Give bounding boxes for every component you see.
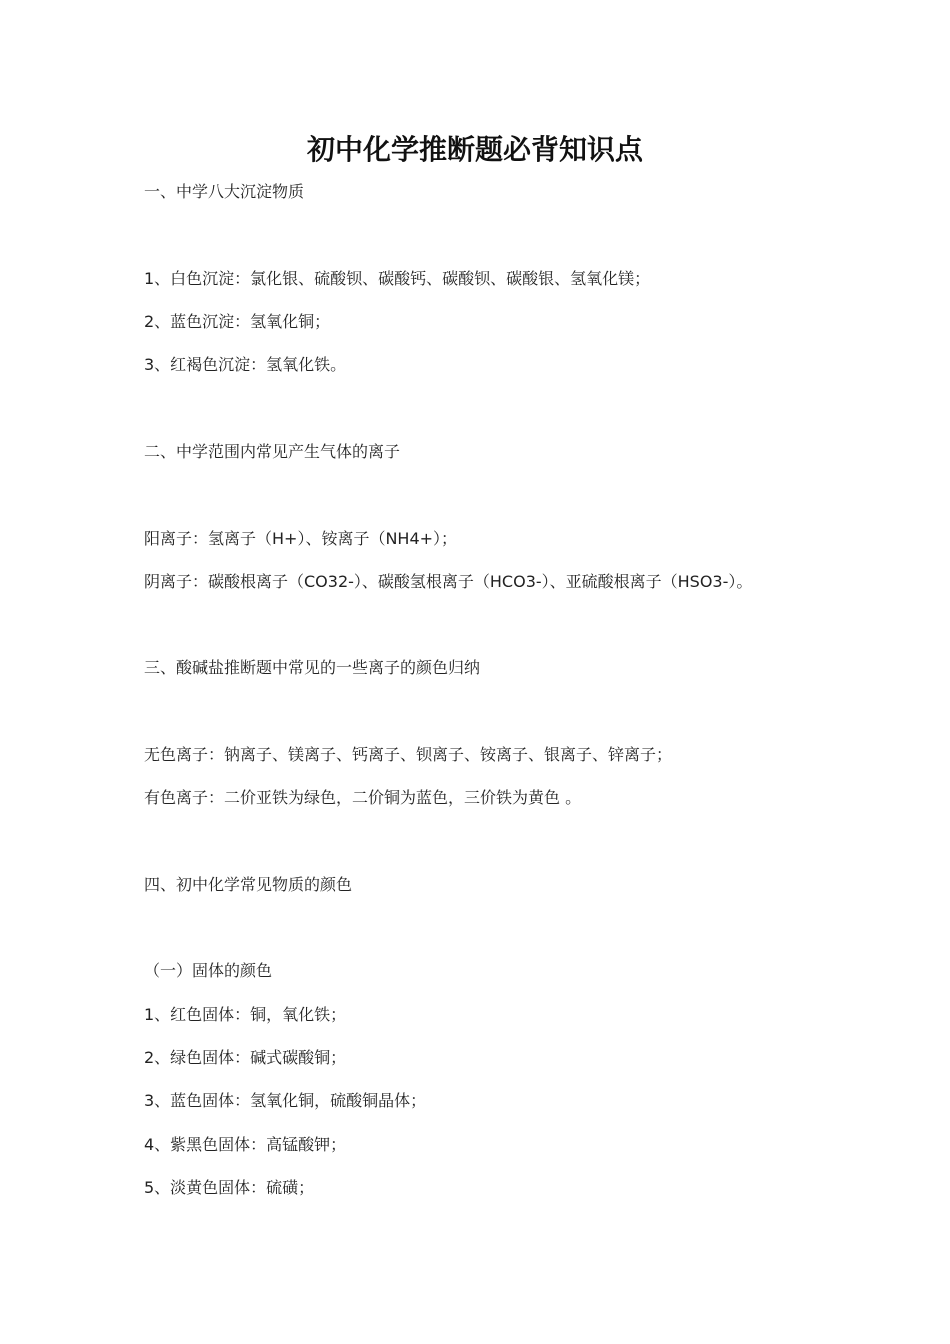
list-item: 2、绿色固体：碱式碳酸铜； xyxy=(144,1048,347,1067)
list-item: 3、红褐色沉淀：氢氧化铁。 xyxy=(144,355,347,374)
list-item: 无色离子：钠离子、镁离子、钙离子、钡离子、铵离子、银离子、锌离子； xyxy=(144,745,673,764)
section-heading-ion-colors: 三、酸碱盐推断题中常见的一些离子的颜色归纳 xyxy=(144,658,481,677)
document-title: 初中化学推断题必背知识点 xyxy=(306,133,643,166)
list-item: 有色离子：二价亚铁为绿色，二价铜为蓝色，三价铁为黄色 。 xyxy=(144,788,582,807)
list-item: 1、红色固体：铜，氧化铁； xyxy=(144,1005,347,1024)
list-item: 阳离子：氢离子（H+）、铵离子（NH4+）； xyxy=(144,529,458,548)
section-heading-gas-ions: 二、中学范围内常见产生气体的离子 xyxy=(144,442,401,461)
list-item: 5、淡黄色固体：硫磺； xyxy=(144,1178,315,1197)
list-item: 2、蓝色沉淀：氢氧化铜； xyxy=(144,312,331,331)
list-item: 4、紫黑色固体：高锰酸钾； xyxy=(144,1135,347,1154)
list-item: 1、白色沉淀：氯化银、硫酸钡、碳酸钙、碳酸钡、碳酸银、氢氧化镁； xyxy=(144,269,651,288)
subsection-heading-solid-colors: （一）固体的颜色 xyxy=(144,961,273,980)
section-heading-substance-colors: 四、初中化学常见物质的颜色 xyxy=(144,875,353,894)
list-item: 阴离子：碳酸根离子（CO32-）、碳酸氢根离子（HCO3-）、亚硫酸根离子（HSO3-）。 xyxy=(144,572,753,591)
section-heading-precipitates: 一、中学八大沉淀物质 xyxy=(144,182,305,201)
list-item: 3、蓝色固体：氢氧化铜，硫酸铜晶体； xyxy=(144,1091,427,1110)
